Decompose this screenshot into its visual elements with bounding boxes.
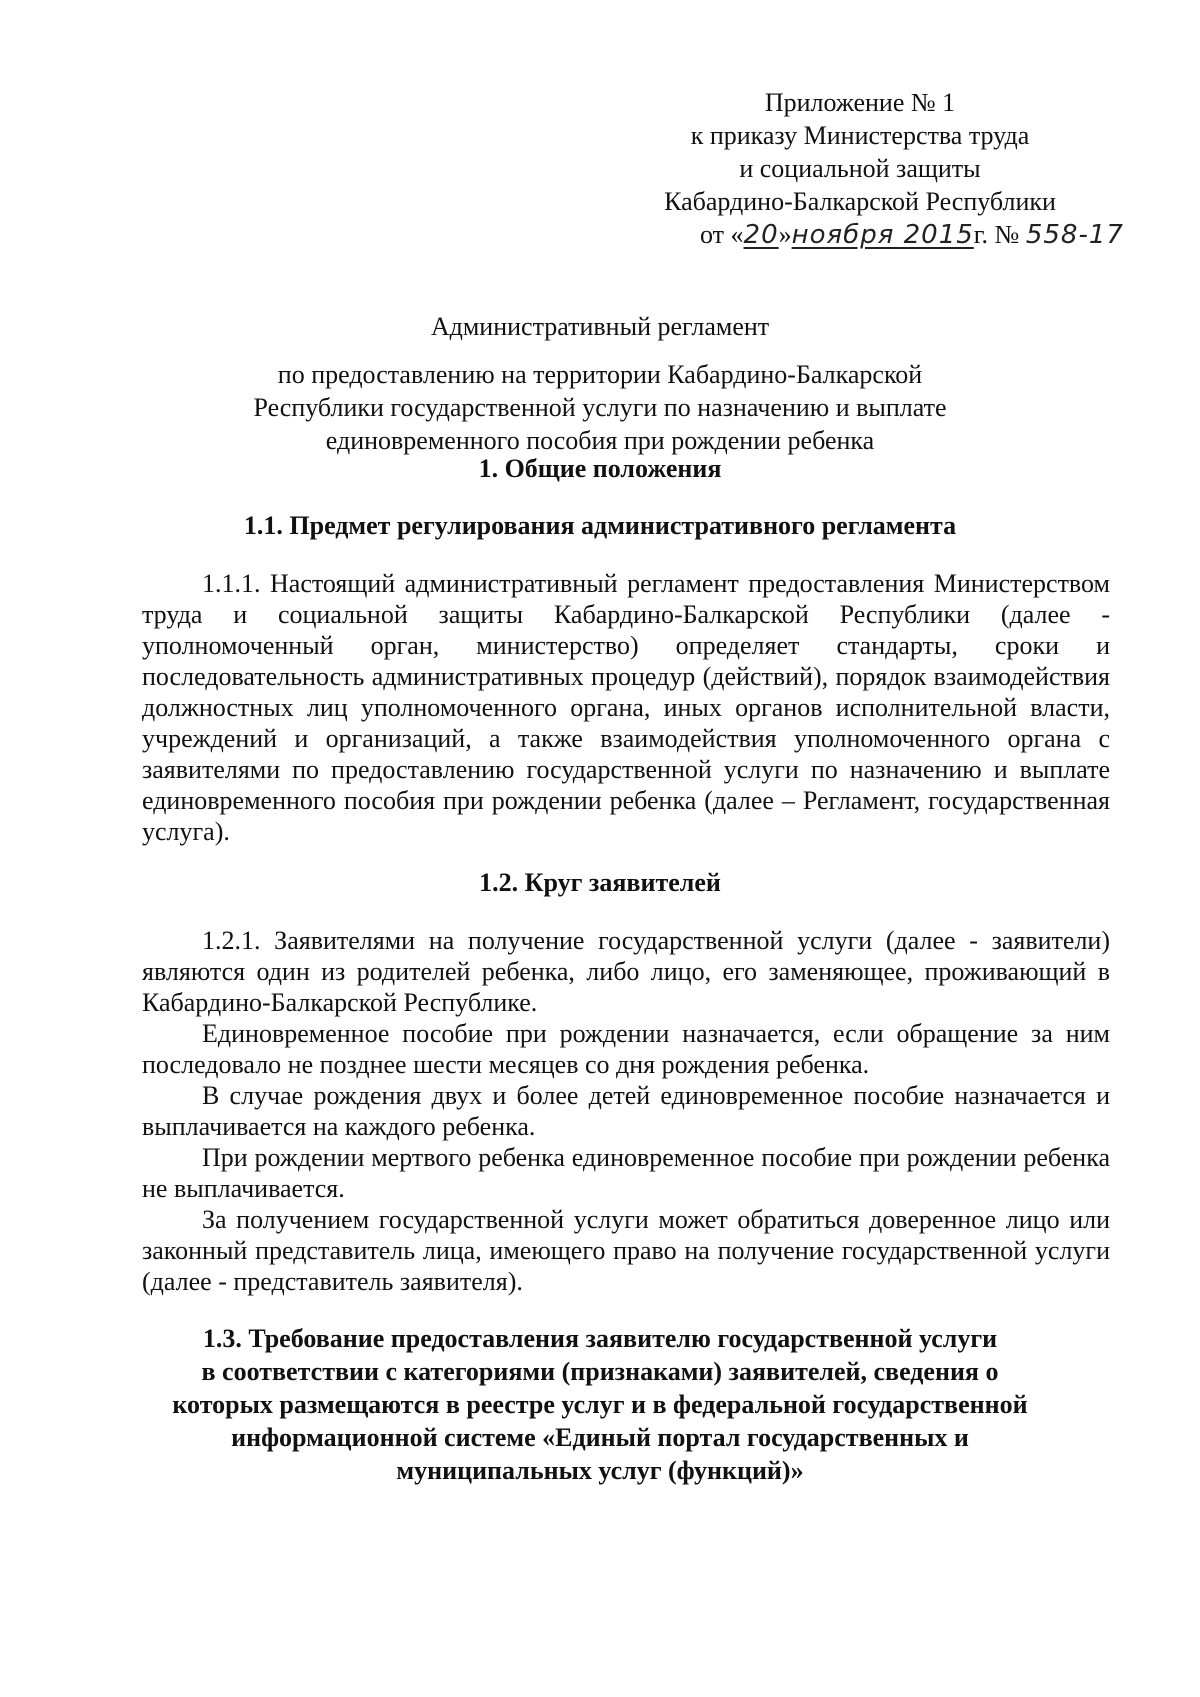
section-1-3-heading [100, 1322, 1100, 1487]
heading-line: информационной системе «Единый портал государственных и [231, 1423, 969, 1452]
date-mid: » [778, 220, 792, 249]
date-suffix: г. № [973, 220, 1026, 249]
order-date-line [600, 218, 1124, 252]
appendix-republic: Кабардино-Балкарской Республики [664, 187, 1056, 216]
heading-line: муниципальных услуг (функций)» [396, 1456, 804, 1485]
section-1-1-heading: 1.1. Предмет регулирования административного регламента [243, 511, 957, 540]
appendix-order-ref: к приказу Министерства труда [690, 121, 1030, 150]
subtitle-line: по предоставлению на территории Кабардино-Балкарской [277, 360, 923, 389]
date-day-handwritten: 20 [743, 220, 779, 250]
document-title: Административный регламент [430, 312, 770, 341]
subtitle-line: единовременного пособия при рождении ребенка [325, 426, 875, 455]
section-1-2-heading: 1.2. Круг заявителей [479, 868, 721, 897]
order-number-handwritten: 558-17 [1025, 220, 1124, 250]
paragraph-1-1-1: 1.1.1. Настоящий административный регламент предоставления Министерством труда и социальной защиты Кабардино-Балкарской Республики (далее - уполномоченный орган, министерство) определяет стандарты, сроки и последовательность административных процедур (действий), порядок взаимодействия должностных лиц уполномоченного органа, иных органов исполнительной власти, учреждений и организаций, а также взаимодействия уполномоченного органа с заявителями по предоставлению государственной услуги по назначению и выплате единовременного пособия при рождении ребенка (далее – Регламент, государственная услуга). [142, 569, 1110, 846]
heading-line: 1.3. Требование предоставления заявителю государственной услуги [202, 1324, 998, 1353]
paragraph-1-2-benefit-deadline: Единовременное пособие при рождении назначается, если обращение за ним последовало не позднее шести месяцев со дня рождения ребенка. [142, 1019, 1110, 1079]
document-subtitle [150, 358, 1050, 457]
heading-line: которых размещаются в реестре услуг и в федеральной государственной [172, 1390, 1028, 1419]
date-month-year-handwritten: ноября 2015 [791, 220, 974, 250]
date-prefix: от « [700, 220, 744, 249]
paragraph-1-2-stillbirth: При рождении мертвого ребенка единовременное пособие при рождении ребенка не выплачивается. [142, 1143, 1110, 1203]
paragraph-1-2-multiple-children: В случае рождения двух и более детей единовременное пособие назначается и выплачивается на каждого ребенка. [142, 1081, 1110, 1141]
section-1-heading: 1. Общие положения [478, 454, 722, 483]
paragraph-1-2-1: 1.2.1. Заявителями на получение государственной услуги (далее - заявители) являются один из родителей ребенка, либо лицо, его заменяющее, проживающий в Кабардино-Балкарской Республике. [142, 926, 1110, 1017]
subtitle-line: Республики государственной услуги по назначению и выплате [253, 393, 947, 422]
appendix-number: Приложение № 1 [764, 88, 956, 117]
appendix-ministry: и социальной защиты [739, 154, 981, 183]
heading-line: в соответствии с категориями (признаками) заявителей, сведения о [201, 1357, 999, 1386]
appendix-header [600, 86, 1124, 252]
paragraph-1-2-representative: За получением государственной услуги может обратиться доверенное лицо или законный представитель лица, имеющего право на получение государственной услуги (далее - представитель заявителя). [142, 1205, 1110, 1296]
